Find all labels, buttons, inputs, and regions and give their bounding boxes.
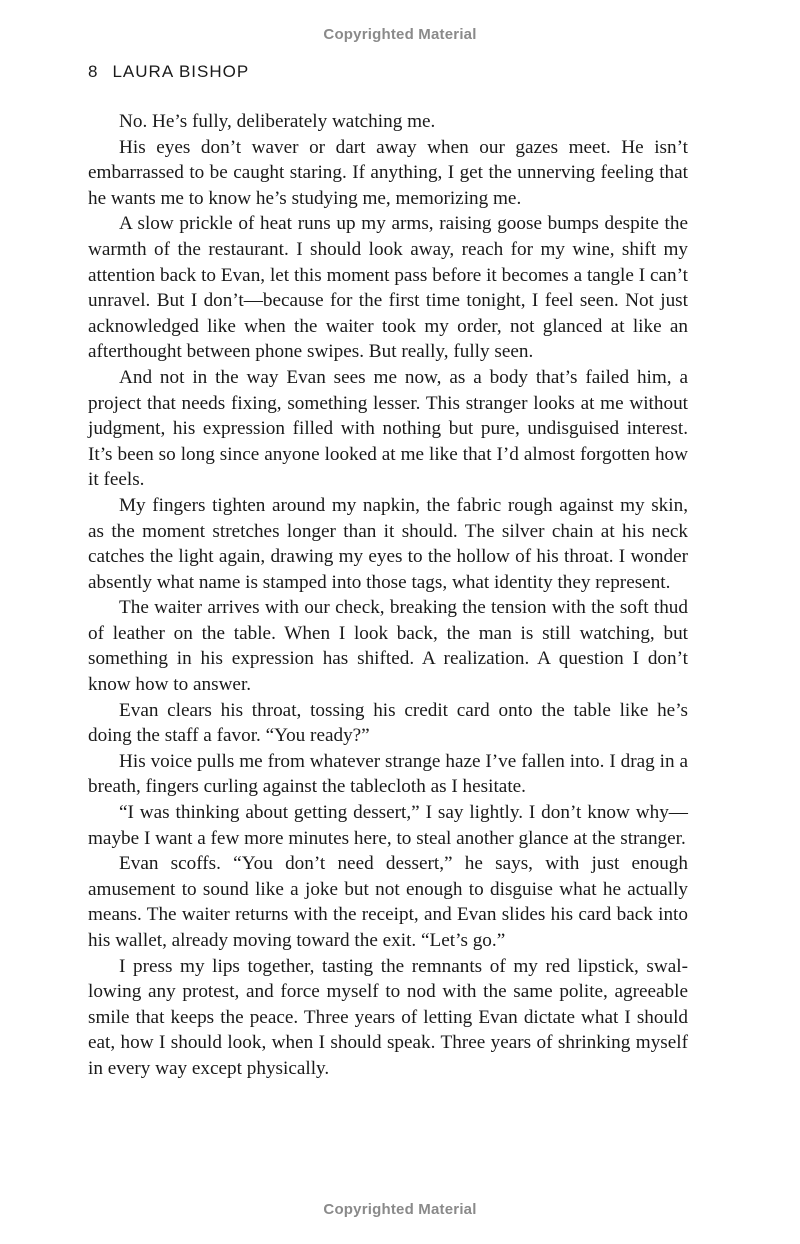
author-name: LAURA BISHOP — [112, 62, 250, 81]
paragraph: “I was thinking about getting dessert,” I say lightly. I don’t know why—maybe I want a few more minutes here, to steal another glance at the stranger. — [88, 802, 688, 849]
paragraph: His eyes don’t waver or dart away when our gazes meet. He isn’t embarrassed to be caught staring. If anything, I get the unnerving feeling that he wants me to know he’s studying me, memorizing me. — [88, 136, 688, 209]
body-text — [88, 109, 688, 1082]
paragraph: And not in the way Evan sees me now, as a body that’s failed him, a project that needs fixing, something lesser. This stranger looks at me without judgment, his expression filled with nothing but pure, undisguised interest. It’s been so long since anyone looked at me like that I’d almost forgotten how it feels. — [88, 366, 688, 491]
paragraph: No. He’s fully, deliberately watching me. — [119, 111, 436, 132]
paragraph: I press my lips together, tasting the remnants of my red lipstick, swallowing any protest, and force myself to nod with the same polite, agreeable smile that keeps the peace. Three years of letting Evan dictate what I should eat, how I should look, when I should speak. Three years of shrinking myself in every way except physically. — [88, 955, 688, 1079]
running-header — [88, 62, 249, 82]
copyright-watermark-top: Copyrighted Material — [323, 26, 477, 43]
paragraph: A slow prickle of heat runs up my arms, raising goose bumps despite the warmth of the restaurant. I should look away, reach for my wine, shift my attention back to Evan, let this moment pass before it becomes a tangle I can’t unravel. But I don’t—because for the first time tonight, I feel seen. Not just acknowledged like when the waiter took my order, not glanced at like an afterthought between phone swipes. But really, fully seen. — [88, 213, 688, 363]
page-number: 8 — [88, 62, 99, 81]
paragraph: His voice pulls me from whatever strange haze I’ve fallen into. I drag in a breath, fingers curling against the tablecloth as I hesitate. — [88, 750, 688, 798]
copyright-watermark-bottom: Copyrighted Material — [323, 1201, 477, 1218]
paragraph: Evan clears his throat, tossing his credit card onto the table like he’s doing the staff a favor. “You ready?” — [88, 699, 688, 747]
paragraph: The waiter arrives with our check, breaking the tension with the soft thud of leather on the table. When I look back, the man is still watching, but something in his expression has shifted. A realization. A question I don’t know how to answer. — [88, 597, 688, 696]
paragraph: Evan scoffs. “You don’t need dessert,” he says, with just enough amusement to sound like a joke but not enough to disguise what he actually means. The waiter returns with the receipt, and Evan slides his card back into his wallet, already moving toward the exit. “Let’s go.” — [88, 853, 688, 951]
paragraph: My fingers tighten around my napkin, the fabric rough against my skin, as the moment stretches longer than it should. The silver chain at his neck catches the light again, drawing my eyes to the hollow of his throat. I wonder absently what name is stamped into those tags, what identity they represent. — [88, 494, 688, 593]
